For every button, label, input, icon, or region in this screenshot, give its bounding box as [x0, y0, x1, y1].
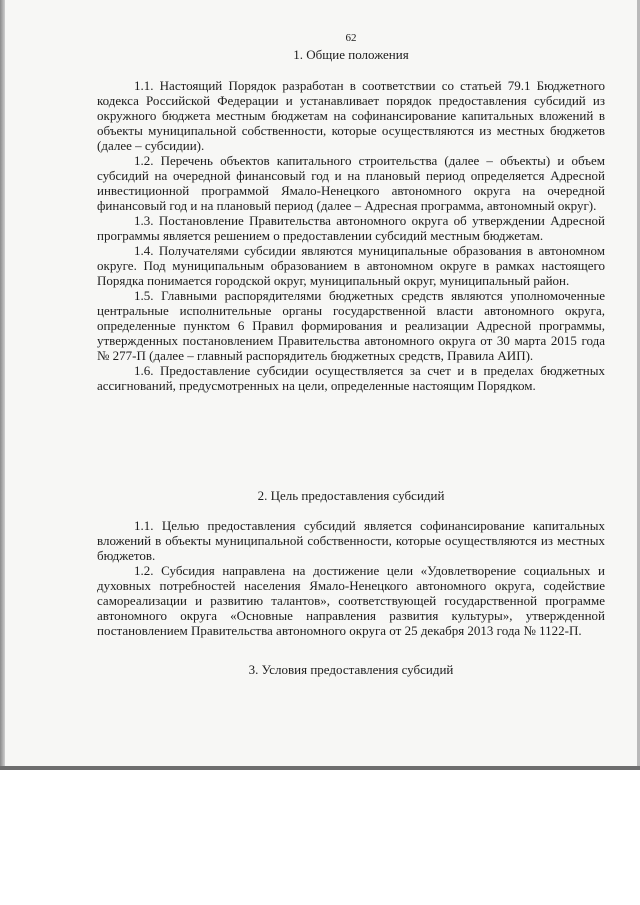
- paragraph-1-2: 1.2. Перечень объектов капитального строительства (далее – объекты) и объем субсидий на очередной финансовый год и на плановый период определяется Адресной инвестиционной программой Ямало-Ненецкого автономного округа на очередной финансовый год и на плановый период (далее – Адресная программа, автономный округ).: [97, 153, 605, 213]
- paragraph-1-4: 1.4. Получателями субсидии являются муниципальные образования в автономном округе. Под муниципальным образованием в автономном округе в рамках настоящего Порядка понимается городской округ, муниципальный округ, муниципальный район.: [97, 243, 605, 288]
- paragraph-1-3: 1.3. Постановление Правительства автономного округа об утверждении Адресной программы является решением о предоставлении субсидий местным бюджетам.: [97, 213, 605, 243]
- section-heading-subsidy-purpose: 2. Цель предоставления субсидий: [257, 488, 445, 503]
- section-heading-general-provisions: 1. Общие положения: [293, 47, 409, 62]
- section-heading-subsidy-conditions: 3. Условия предоставления субсидий: [248, 662, 454, 677]
- paragraph-1-5: 1.5. Главными распорядителями бюджетных средств являются уполномоченные центральные исполнительные органы государственной власти автономного округа, определенные пунктом 6 Правил формирования и реализации Адресной программы, утвержденных постановлением Правительства автономного округа от 30 марта 2015 года № 277-П (далее – главный распорядитель бюджетных средств, Правила АИП).: [97, 288, 605, 363]
- page-number: 62: [345, 32, 357, 44]
- paragraph-2-2: 1.2. Субсидия направлена на достижение цели «Удовлетворение социальных и духовных потребностей населения Ямало-Ненецкого автономного округа, содействие самореализации и развитию талантов», соответствующей государственной программе автономного округа «Основные направления развития культуры», утвержденной постановлением Правительства автономного округа от 25 декабря 2013 года № 1122-П.: [97, 563, 605, 638]
- paragraph-1-6: 1.6. Предоставление субсидии осуществляется за счет и в пределах бюджетных ассигнований, предусмотренных на цели, определенные настоящим Порядком.: [97, 363, 605, 393]
- paragraph-2-1: 1.1. Целью предоставления субсидий является софинансирование капитальных вложений в объекты муниципальной собственности, которые осуществляются из местных бюджетов.: [97, 518, 605, 563]
- paragraph-1-1: 1.1. Настоящий Порядок разработан в соответствии со статьей 79.1 Бюджетного кодекса Российской Федерации и устанавливает порядок предоставления субсидий из окружного бюджета местным бюджетам на софинансирование капитальных вложений в объекты муниципальной собственности, которые осуществляются из местных бюджетов (далее – субсидии).: [97, 78, 605, 153]
- section-subsidy-purpose: [97, 518, 605, 638]
- section-general-provisions: [97, 78, 605, 393]
